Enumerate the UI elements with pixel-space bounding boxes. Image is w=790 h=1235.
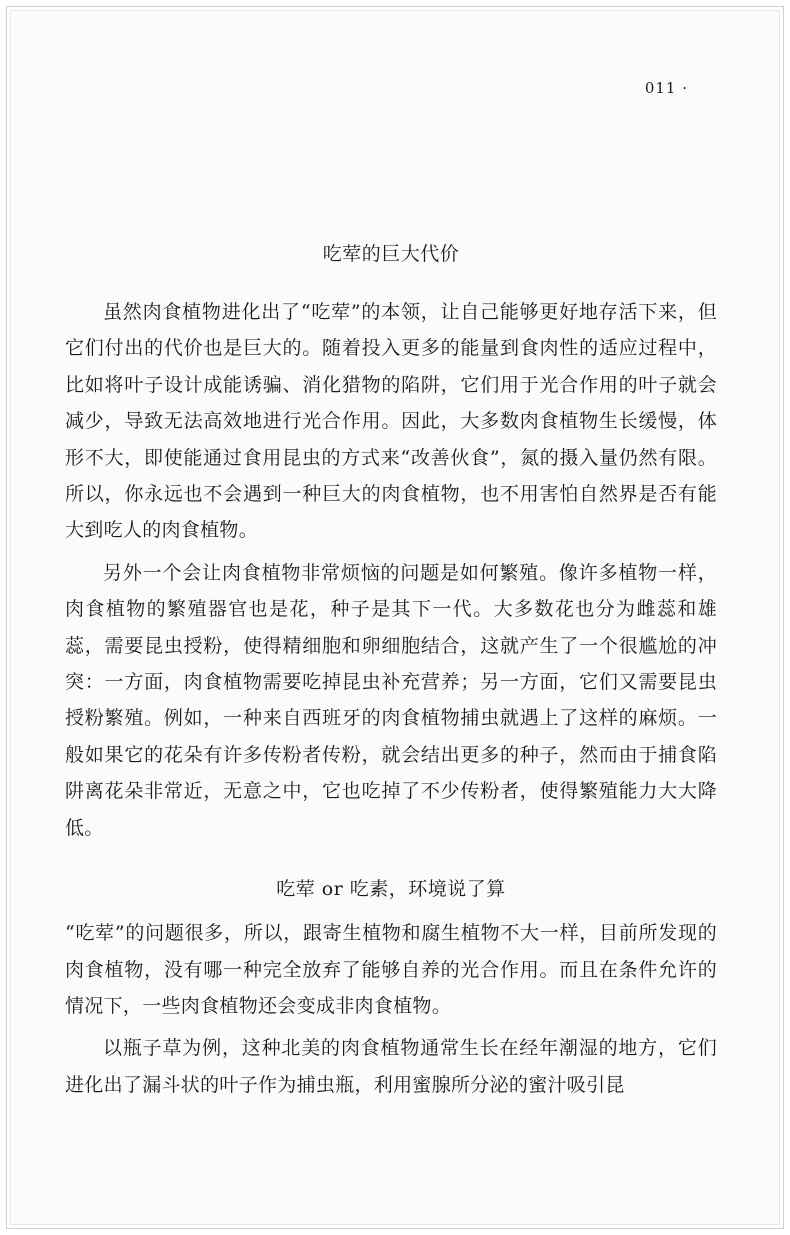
page-frame <box>6 6 784 1229</box>
paragraph-environment-intro: “吃荤”的问题很多，所以，跟寄生植物和腐生植物不大一样，目前所发现的肉食植物，没有哪一种完全放弃了能够自养的光合作用。而且在条件允许的情况下，一些肉食植物还会变成非肉食植物。 <box>65 922 717 1017</box>
section-title-environment: 吃荤 or 吃素，环境说了算 <box>276 878 506 901</box>
paragraph-pitcher-plant: 以瓶子草为例，这种北美的肉食植物通常生长在经年潮湿的地方，它们进化出了漏斗状的叶子作为捕虫瓶，利用蜜腺所分泌的蜜汁吸引昆 <box>65 1037 717 1096</box>
section-title-cost: 吃荤的巨大代价 <box>322 243 460 265</box>
page-number: 011 · <box>644 79 688 97</box>
paragraph-cost-intro: 虽然肉食植物进化出了“吃荤”的本领，让自己能够更好地存活下来，但它们付出的代价也是巨大的。随着投入更多的能量到食肉性的适应过程中，比如将叶子设计成能诱骗、消化猎物的陷阱，它们用于光合作用的叶子就会减少，导致无法高效地进行光合作用。因此，大多数肉食植物生长缓慢，体形不大，即使能通过食用昆虫的方式来“改善伙食”，氮的摄入量仍然有限。所以，你永远也不会遇到一种巨大的肉食植物，也不用害怕自然界是否有能大到吃人的肉食植物。 <box>65 301 717 542</box>
paragraph-reproduction: 另外一个会让肉食植物非常烦恼的问题是如何繁殖。像许多植物一样，肉食植物的繁殖器官也是花，种子是其下一代。大多数花也分为雌蕊和雄蕊，需要昆虫授粉，使得精细胞和卵细胞结合，这就产生了一个很尴尬的冲突：一方面，肉食植物需要吃掉昆虫补充营养；另一方面，它们又需要昆虫授粉繁殖。例如，一种来自西班牙的肉食植物捕虫就遇上了这样的麻烦。一般如果它的花朵有许多传粉者传粉，就会结出更多的种子，然而由于捕食陷阱离花朵非常近，无意之中，它也吃掉了不少传粉者，使得繁殖能力大大降低。 <box>65 561 717 839</box>
page-content <box>65 239 717 1103</box>
